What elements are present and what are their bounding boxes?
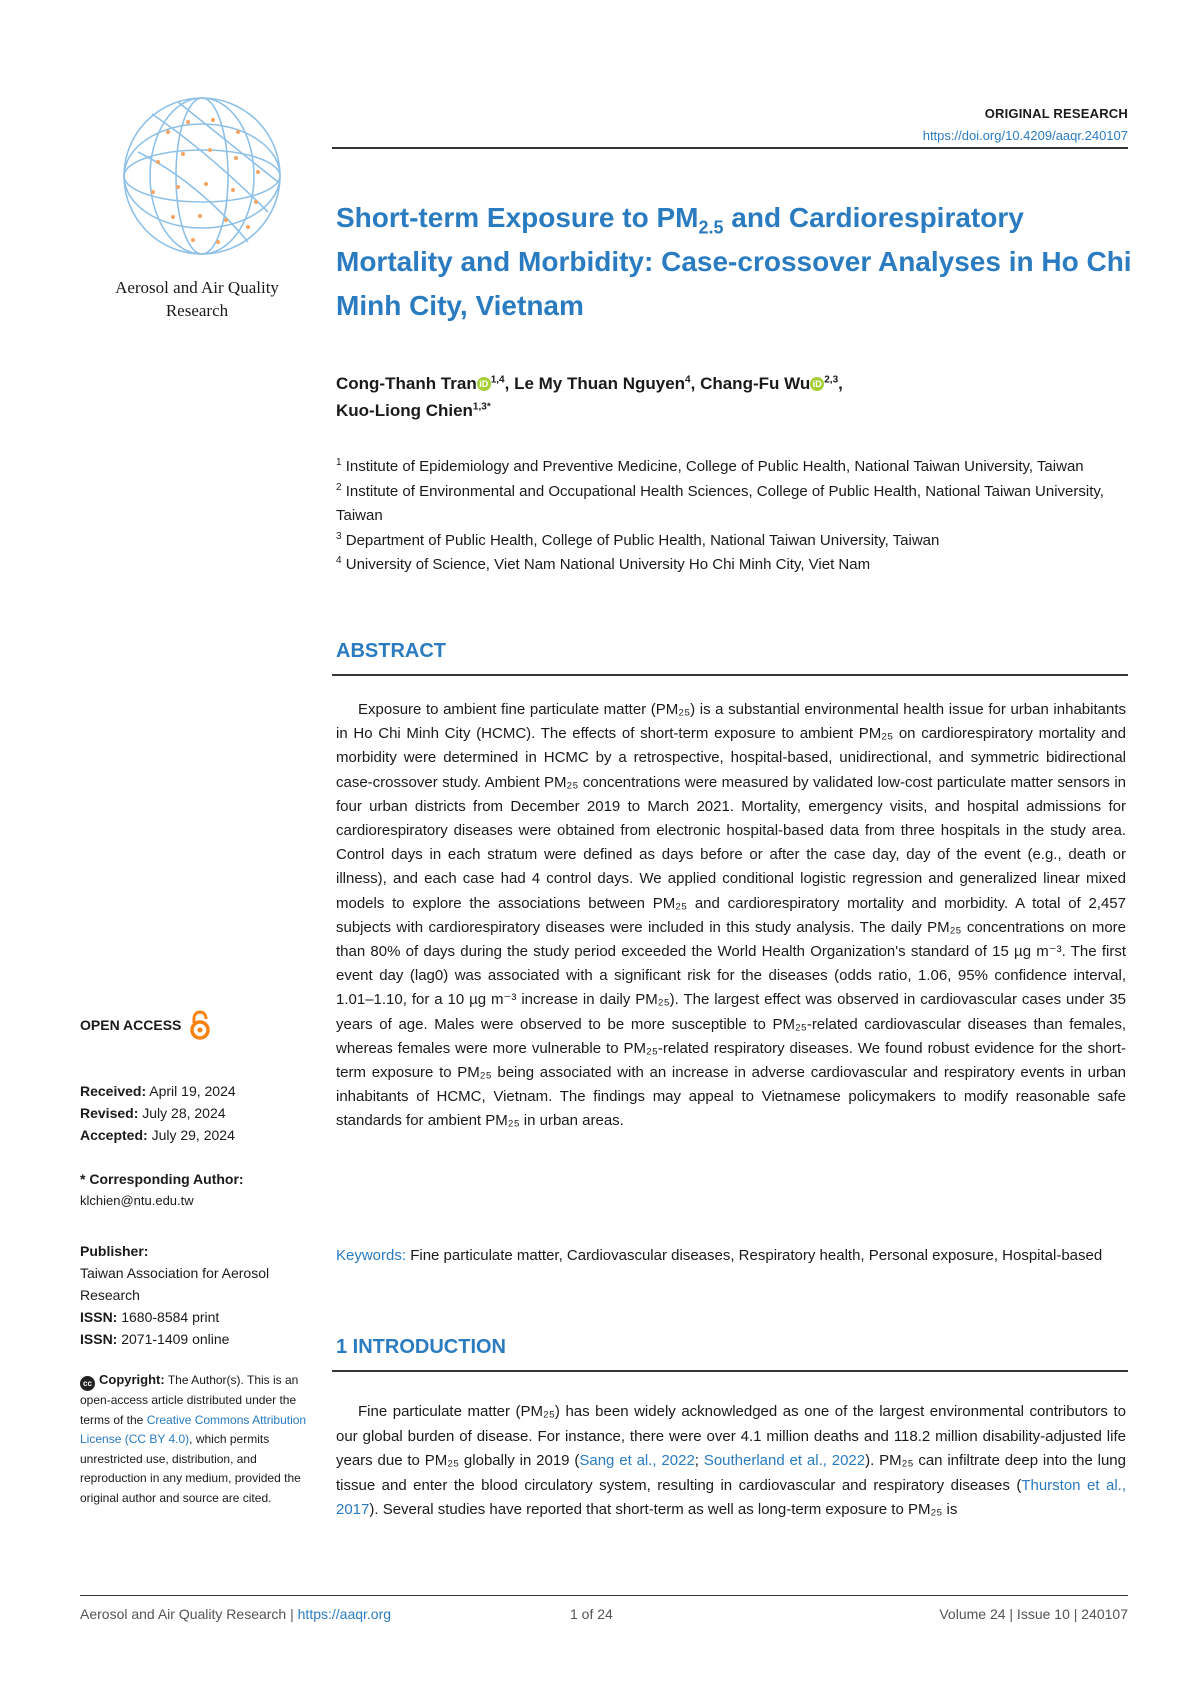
orcid-icon[interactable]: iD bbox=[810, 377, 824, 391]
open-access-lock-icon bbox=[189, 1010, 211, 1040]
affiliation: $^3$ Department of Public Health, College of Public Health, National Taiwan University, Taiwan bbox=[336, 530, 940, 549]
doi-link[interactable]: https://doi.org/10.4209/aaqr.240107 bbox=[922, 128, 1128, 143]
header-divider bbox=[332, 147, 1128, 149]
citation-link[interactable]: Thurston et al., 2017 bbox=[336, 1476, 1126, 1518]
issue-info: Volume 24 | Issue 10 | 240107 bbox=[939, 1606, 1128, 1622]
abstract-divider bbox=[332, 674, 1128, 676]
page-number: 1 of 24 bbox=[570, 1606, 613, 1622]
article-title: Short-term Exposure to $PM_{2.5}$ and Cardiorespiratory Mortality and Morbidity: Case-crossover Analyses in Ho Chi Minh City, Vietnam bbox=[336, 202, 1132, 321]
license-link[interactable]: Creative Commons Attribution License (CC BY 4.0) bbox=[80, 1412, 307, 1446]
introduction-heading: 1 INTRODUCTION bbox=[336, 1336, 506, 1358]
author-list: Cong-Thanh Tran iD $^{1,4}$, Le My Thuan Nguyen$^4$, Chang-Fu Wu iD $^{2,3}$, Kuo-Liong Chien$^{1,3*}$ bbox=[336, 374, 843, 420]
keywords: Keywords: Fine particulate matter, Cardiovascular diseases, Respiratory health, Personal exposure, Hospital-based bbox=[336, 1247, 1103, 1264]
citation-link[interactable]: Sang et al., 2022 bbox=[579, 1452, 695, 1469]
affiliations bbox=[336, 455, 1126, 578]
footer-journal: Aerosol and Air Quality Research | https://aaqr.org bbox=[80, 1606, 392, 1622]
affiliation: $^4$ University of Science, Viet Nam National University Ho Chi Minh City, Viet Nam bbox=[336, 555, 871, 573]
journal-name: Aerosol and Air Quality Research bbox=[115, 278, 279, 320]
introduction-divider bbox=[332, 1370, 1128, 1372]
affiliation: $^2$ Institute of Environmental and Occupational Health Sciences, College of Public Health, National Taiwan University, Taiwan bbox=[336, 481, 1104, 524]
abstract-heading: ABSTRACT bbox=[336, 640, 446, 662]
journal-url-link[interactable]: https://aaqr.org bbox=[297, 1606, 392, 1622]
copyright-notice: cc Copyright: The Author(s). This is an open-access article distributed under the terms of the Creative Commons Attribution License (CC BY 4.0), which permits unrestricted use, distribution, and reproduction in any medium, provided the original author and source are cited. bbox=[80, 1372, 307, 1505]
section-label: ORIGINAL RESEARCH bbox=[984, 106, 1128, 121]
orcid-icon[interactable]: iD bbox=[477, 377, 491, 391]
citation-link[interactable]: Southerland et al., 2022 bbox=[703, 1452, 866, 1469]
open-access-badge: OPEN ACCESS bbox=[80, 1010, 211, 1040]
author-name[interactable]: Cong-Thanh Tran bbox=[336, 374, 477, 393]
corresponding-author: * Corresponding Author: klchien@ntu.edu.tw bbox=[80, 1168, 244, 1212]
affiliation: $^1$ Institute of Epidemiology and Preventive Medicine, College of Public Health, National Taiwan University, Taiwan bbox=[336, 457, 1084, 475]
author-email[interactable]: klchien@ntu.edu.tw bbox=[80, 1193, 194, 1208]
publisher-info: Publisher: Taiwan Association for Aerosol Research ISSN: 1680-8584 print ISSN: 2071-1409 online bbox=[80, 1243, 270, 1347]
article-dates: Received: April 19, 2024 Revised: July 28, 2024 Accepted: July 29, 2024 bbox=[80, 1083, 236, 1143]
journal-logo-globe bbox=[118, 92, 286, 260]
author-name[interactable]: Chang-Fu Wu bbox=[700, 374, 811, 393]
abstract-body: Exposure to ambient fine particulate matter (PM₂₅) is a substantial environmental health issue for urban inhabitants in Ho Chi Minh City (HCMC). The effects of short-term exposure to ambient PM₂₅ on cardiorespiratory mortality and morbidity were determined in HCMC by a retrospective, hospital-based, unidirectional, and symmetric bidirectional case-crossover study. Ambient PM₂₅ concentrations were measured by validated low-cost particulate matter sensors in four urban districts from December 2019 to March 2021. Mortality, emergency visits, and hospital admissions for cardiorespiratory diseases were obtained from electronic hospital-based data from three hospitals in the study area. Control days in each stratum were defined as days before or after the case day, day of the event (e.g., death or illness), and each case had 4 control days. We applied conditional logistic regression and generalized linear mixed models to explore the associations between PM₂₅ and cardiorespiratory mortality and morbidity. A total of 2,457 subjects with cardiorespiratory diseases were included in this study analysis. The daily PM₂₅ concentrations on more than 80% of days during the study period exceeded the World Health Organization's standard of 15 µg m⁻³. The first event day (lag0) was associated with a significant risk for the diseases (odds ratio, 1.06, 95% confidence interval, 1.01–1.10, for a 10 µg m⁻³ increase in daily PM₂₅). The largest effect was observed in cardiovascular cases under 35 years of age. Males were observed to be more susceptible to PM₂₅-related cardiovascular diseases than females, whereas females were more vulnerable to PM₂₅-related respiratory diseases. We found robust evidence for the short-term exposure to PM₂₅ being associated with an increase in adverse cardiovascular and respiratory events in urban inhabitants of HCMC, Vietnam. The findings may appeal to Vietnamese policymakers to modify reasonable safe standards for ambient PM₂₅ in urban areas. bbox=[336, 701, 1126, 1130]
author-name[interactable]: Le My Thuan Nguyen bbox=[514, 374, 686, 393]
introduction-body: Fine particulate matter (PM₂₅) has been widely acknowledged as one of the largest environmental contributors to our global burden of disease. For instance, there were over 4.1 million deaths and 118.2 million disability-adjusted life years due to PM₂₅ globally in 2019 (Sang et al., 2022; Southerland et al., 2022). PM₂₅ can infiltrate deep into the lung tissue and enter the blood circulatory system, resulting in cardiovascular and respiratory diseases (Thurston et al., 2017). Several studies have reported that short-term as well as long-term exposure to PM₂₅ is bbox=[336, 1403, 1126, 1518]
footer-divider bbox=[80, 1595, 1128, 1596]
author-name[interactable]: Kuo-Liong Chien bbox=[336, 401, 473, 420]
creative-commons-icon: cc bbox=[80, 1376, 95, 1391]
